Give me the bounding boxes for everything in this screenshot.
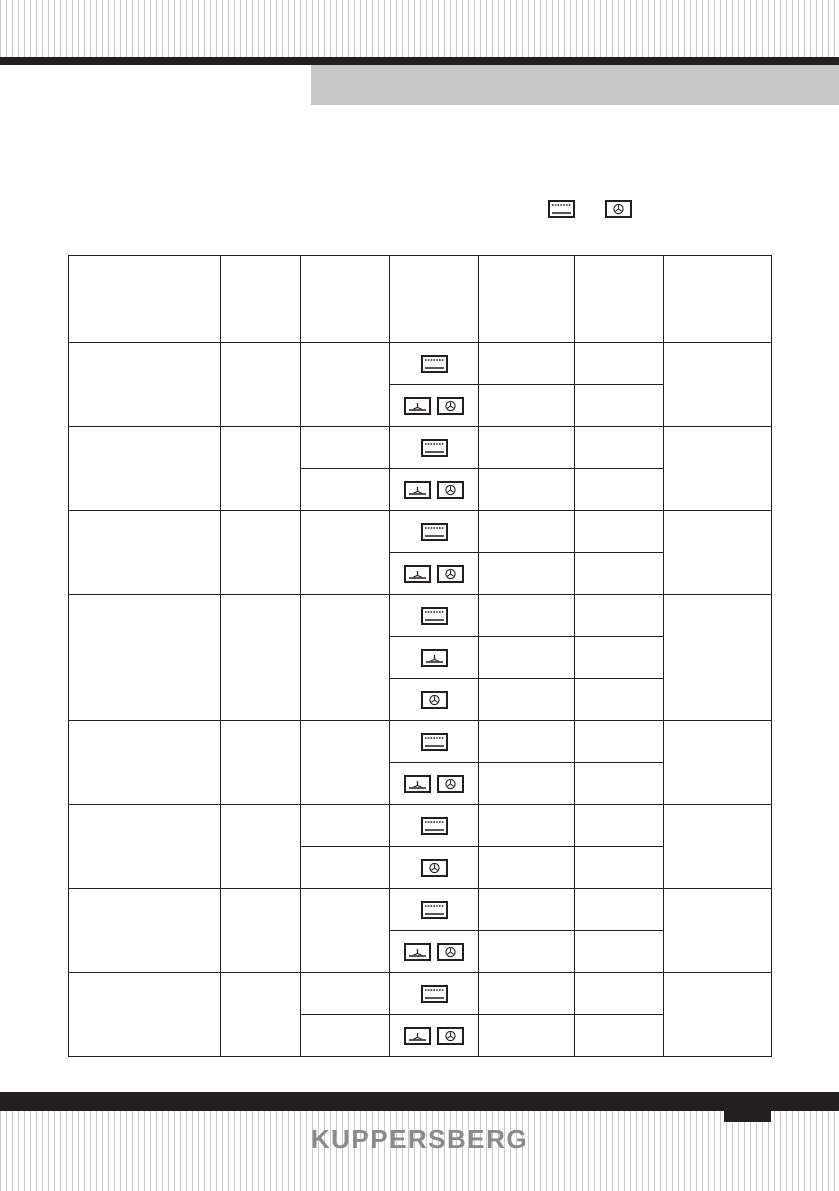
table-cell — [664, 427, 772, 511]
table-cell — [479, 343, 575, 385]
top-heat-icon — [421, 439, 448, 457]
table-cell — [69, 511, 221, 595]
mode-icons — [421, 691, 448, 709]
mode-icons — [404, 565, 464, 583]
table-cell — [479, 511, 575, 553]
table-cell — [575, 469, 664, 511]
table-cell — [664, 805, 772, 889]
table-cell — [575, 931, 664, 973]
table-cell — [664, 595, 772, 721]
mode-icons — [404, 943, 464, 961]
mode-cell — [390, 931, 479, 973]
table-cell — [479, 721, 575, 763]
table-cell — [479, 385, 575, 427]
table-cell — [301, 595, 390, 721]
table-row — [69, 511, 772, 553]
mode-cell — [390, 679, 479, 721]
table-cell — [479, 469, 575, 511]
table-cell — [575, 1015, 664, 1057]
mode-cell — [390, 427, 479, 469]
mode-cell — [390, 553, 479, 595]
top-heat-icon — [421, 607, 448, 625]
table-cell — [221, 889, 301, 973]
table-cell — [479, 427, 575, 469]
table-cell — [575, 343, 664, 385]
table-cell — [301, 805, 390, 847]
table-cell — [575, 889, 664, 931]
table-cell — [221, 511, 301, 595]
top-heat-icon — [421, 901, 448, 919]
table-cell — [479, 805, 575, 847]
table-header-row — [69, 256, 772, 343]
table-cell — [69, 427, 221, 511]
table-cell — [575, 847, 664, 889]
table-cell — [575, 805, 664, 847]
legend-icons — [548, 200, 662, 218]
table-cell — [575, 595, 664, 637]
top-dark-bar — [0, 57, 839, 65]
fan-icon — [421, 859, 448, 877]
top-heat-icon — [421, 985, 448, 1003]
table-row — [69, 595, 772, 637]
top-stripe-pattern — [0, 0, 839, 57]
table-cell — [575, 763, 664, 805]
table-cell — [301, 973, 390, 1015]
fan-icon — [437, 565, 464, 583]
table-cell — [301, 469, 390, 511]
table-cell — [664, 889, 772, 973]
bottom-heat-icon — [404, 481, 431, 499]
table-cell — [575, 721, 664, 763]
header-grey-band — [311, 65, 839, 105]
header-cell — [301, 256, 390, 343]
table-cell — [69, 595, 221, 721]
page-number-tab — [724, 1111, 771, 1122]
mode-icons — [421, 523, 448, 541]
table-cell — [664, 973, 772, 1057]
table-cell — [479, 763, 575, 805]
mode-icons — [421, 817, 448, 835]
mode-icons — [421, 733, 448, 751]
table-row — [69, 973, 772, 1015]
header-cell — [575, 256, 664, 343]
footer-dark-bar — [0, 1092, 839, 1111]
top-heat-icon — [548, 200, 575, 218]
header-cell — [479, 256, 575, 343]
table-cell — [575, 385, 664, 427]
table-cell — [301, 721, 390, 805]
table-row — [69, 721, 772, 763]
mode-icons — [421, 985, 448, 1003]
table-cell — [479, 637, 575, 679]
brand-logo: KUPPERSBERG — [310, 1124, 529, 1154]
table-cell — [479, 679, 575, 721]
bottom-heat-icon — [421, 649, 448, 667]
table-cell — [575, 973, 664, 1015]
table-cell — [301, 427, 390, 469]
fan-icon — [437, 1027, 464, 1045]
header-cell — [69, 256, 221, 343]
table-cell — [479, 931, 575, 973]
table-cell — [221, 721, 301, 805]
header-cell — [390, 256, 479, 343]
mode-cell — [390, 1015, 479, 1057]
table-cell — [479, 847, 575, 889]
table-cell — [575, 553, 664, 595]
table-cell — [301, 343, 390, 427]
mode-cell — [390, 343, 479, 385]
table-cell — [301, 847, 390, 889]
table-row — [69, 427, 772, 469]
mode-cell — [390, 763, 479, 805]
table-cell — [221, 427, 301, 511]
table-cell — [221, 805, 301, 889]
cooking-table — [68, 255, 772, 1057]
table-cell — [479, 889, 575, 931]
mode-cell — [390, 511, 479, 553]
table-cell — [69, 721, 221, 805]
table-cell — [664, 721, 772, 805]
header-cell — [664, 256, 772, 343]
table-cell — [575, 637, 664, 679]
mode-icons — [421, 439, 448, 457]
bottom-heat-icon — [404, 397, 431, 415]
table-cell — [69, 805, 221, 889]
table-cell — [301, 511, 390, 595]
bottom-heat-icon — [404, 1027, 431, 1045]
table-cell — [664, 511, 772, 595]
mode-icons — [421, 901, 448, 919]
table-cell — [221, 973, 301, 1057]
mode-icons — [404, 481, 464, 499]
mode-cell — [390, 721, 479, 763]
table-cell — [479, 553, 575, 595]
fan-icon — [437, 775, 464, 793]
mode-cell — [390, 637, 479, 679]
bottom-heat-icon — [404, 943, 431, 961]
table-cell — [69, 973, 221, 1057]
mode-icons — [421, 649, 448, 667]
table-cell — [301, 1015, 390, 1057]
mode-cell — [390, 469, 479, 511]
mode-cell — [390, 385, 479, 427]
mode-icons — [404, 397, 464, 415]
top-heat-icon — [421, 523, 448, 541]
mode-cell — [390, 595, 479, 637]
table-cell — [479, 973, 575, 1015]
table-cell — [69, 343, 221, 427]
table-row — [69, 889, 772, 931]
mode-icons — [404, 775, 464, 793]
table-cell — [575, 511, 664, 553]
table-cell — [575, 679, 664, 721]
mode-cell — [390, 847, 479, 889]
bottom-heat-icon — [404, 565, 431, 583]
mode-icons — [404, 1027, 464, 1045]
fan-icon — [437, 943, 464, 961]
table-cell — [479, 1015, 575, 1057]
table-row — [69, 805, 772, 847]
top-heat-icon — [421, 733, 448, 751]
fan-icon — [605, 200, 632, 218]
table-cell — [479, 595, 575, 637]
mode-icons — [421, 607, 448, 625]
table-row — [69, 343, 772, 385]
header-cell — [221, 256, 301, 343]
mode-cell — [390, 889, 479, 931]
mode-cell — [390, 805, 479, 847]
table-cell — [221, 343, 301, 427]
table-cell — [575, 427, 664, 469]
top-heat-icon — [421, 355, 448, 373]
fan-icon — [421, 691, 448, 709]
mode-icons — [421, 859, 448, 877]
table-cell — [301, 889, 390, 973]
table-cell — [664, 343, 772, 427]
mode-cell — [390, 973, 479, 1015]
table-cell — [221, 595, 301, 721]
top-heat-icon — [421, 817, 448, 835]
fan-icon — [437, 397, 464, 415]
table-cell — [69, 889, 221, 973]
mode-icons — [421, 355, 448, 373]
fan-icon — [437, 481, 464, 499]
bottom-heat-icon — [404, 775, 431, 793]
